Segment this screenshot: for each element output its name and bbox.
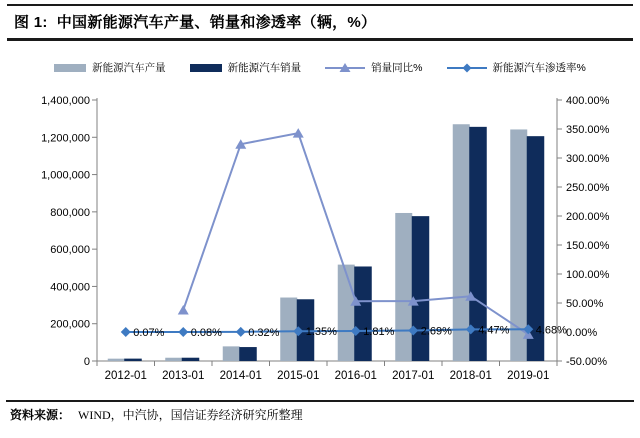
left-axis-tick-label: 800,000 — [50, 206, 90, 219]
production-bar — [510, 129, 527, 361]
penetration-data-label: 0.07% — [133, 326, 165, 339]
legend-label-penetration: 新能源汽车渗透率% — [492, 62, 586, 74]
figure-title-text: 中国新能源汽车产量、销量和渗透率（辆，%） — [56, 14, 377, 31]
production-bar — [108, 359, 125, 361]
left-axis-tick-label: 1,000,000 — [41, 169, 90, 182]
penetration-data-label: 4.47% — [478, 324, 510, 337]
production-bar — [223, 346, 240, 361]
top-rule — [7, 4, 633, 6]
right-axis-tick-label: 200.00% — [566, 211, 610, 223]
sales-bar — [182, 358, 200, 361]
x-axis-label: 2013-01 — [162, 370, 205, 382]
production-bar — [453, 124, 470, 361]
legend-item-penetration — [447, 60, 586, 75]
left-axis-tick-label: 400,000 — [50, 281, 90, 294]
diamond-marker-icon — [236, 327, 246, 337]
penetration-data-label: 0.32% — [248, 326, 280, 339]
penetration-data-label: 1.35% — [305, 326, 337, 339]
sales-bar — [124, 359, 142, 361]
right-axis-tick-label: 50.00% — [566, 298, 604, 310]
figure-title — [14, 11, 376, 32]
chart-legend — [0, 60, 640, 75]
production-bar — [165, 358, 182, 361]
legend-label-yoy: 销量同比% — [371, 62, 423, 74]
legend-item-production — [54, 60, 166, 75]
chart-area — [0, 85, 640, 400]
triangle-marker-icon — [178, 305, 189, 315]
legend-label-production: 新能源汽车产量 — [92, 62, 166, 74]
yoy-line-triangle-icon — [325, 62, 365, 74]
right-axis-tick-label: 250.00% — [566, 182, 610, 194]
footer-rule — [6, 400, 634, 402]
left-axis-tick-label: 200,000 — [50, 318, 90, 331]
diamond-marker-icon — [121, 327, 131, 337]
figure-number: 图 1: — [14, 14, 48, 31]
x-axis-label: 2019-01 — [507, 370, 550, 382]
diamond-marker-icon — [178, 327, 188, 337]
sales-bar — [412, 216, 430, 361]
legend-item-yoy — [325, 60, 422, 75]
left-axis-tick-label: 600,000 — [50, 244, 90, 257]
right-axis-tick-label: 350.00% — [566, 124, 610, 136]
production-swatch-icon — [54, 64, 86, 72]
sales-bar — [354, 266, 372, 361]
diamond-marker-icon — [462, 63, 471, 72]
left-axis-tick-label: 1,200,000 — [41, 132, 90, 145]
penetration-data-label: 0.08% — [190, 326, 222, 339]
source-label: 资料来源： — [10, 408, 71, 422]
left-axis-tick-label: 1,400,000 — [41, 95, 90, 107]
penetration-line-diamond-icon — [447, 62, 487, 74]
legend-label-sales: 新能源汽车销量 — [227, 62, 302, 74]
right-axis-tick-label: 0.00% — [566, 327, 598, 339]
right-axis-tick-label: 400.00% — [566, 95, 610, 107]
x-axis-label: 2018-01 — [449, 370, 492, 382]
penetration-data-label: 4.68% — [535, 324, 567, 337]
source-note — [10, 406, 303, 423]
right-axis-tick-label: 300.00% — [566, 153, 610, 165]
x-axis-label: 2017-01 — [392, 370, 435, 382]
production-bar — [395, 213, 412, 361]
x-axis-label: 2012-01 — [104, 370, 147, 382]
right-axis-tick-label: 150.00% — [566, 240, 610, 252]
penetration-data-label: 2.69% — [420, 325, 452, 338]
x-axis-label: 2015-01 — [277, 370, 320, 382]
title-underline — [7, 38, 633, 41]
chart-svg — [0, 85, 640, 400]
legend-item-sales — [190, 60, 302, 75]
right-axis-tick-label: 100.00% — [566, 269, 610, 281]
x-axis-label: 2014-01 — [219, 370, 262, 382]
right-axis-tick-label: -50.00% — [566, 356, 607, 368]
production-bar — [280, 298, 297, 361]
left-axis-tick-label: 0 — [83, 356, 90, 368]
sales-bar — [239, 347, 257, 361]
source-text: WIND，中汽协，国信证券经济研究所整理 — [78, 408, 303, 422]
production-bar — [338, 265, 355, 361]
penetration-data-label: 1.81% — [363, 325, 395, 338]
x-axis-label: 2016-01 — [334, 370, 377, 382]
sales-swatch-icon — [190, 64, 222, 72]
